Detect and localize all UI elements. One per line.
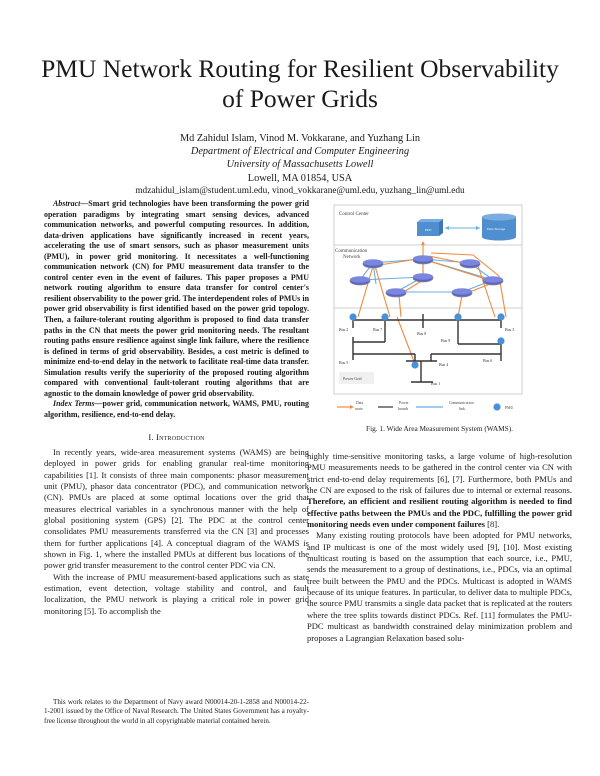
abstract bbox=[44, 199, 309, 399]
index-terms-dash: — bbox=[94, 399, 103, 409]
index-terms-text: power grid, communication network, WAMS, PMU, routing algorithm, resilience, end-to-end delay. bbox=[44, 399, 309, 419]
pdc-label: PDC bbox=[425, 228, 432, 232]
bus-9-label: Bus 9 bbox=[441, 338, 451, 343]
abstract-text: Smart grid technologies have been transforming the power grid operation paradigms by integrating smart sensing devices, advanced communication networks, and powerful computing resources. In addition, data-driven applications have significantly increased in recent years, accelerating the use of smart sensors, such as phasor measurement units (PMU), in power grid monitoring. It necessitates a well-functioning communication network (CN) for PMU measurement data transfer to the control center even in the event of failures. This paper proposes a PMU network routing algorithm to ensure data transfer for control center's resilient observability to the power grid. The interdependent roles of PMUs in power grid observability is first identified based on the power grid topology. Then, a failure-tolerant routing algorithm is proposed to find data transfer paths in the CN that meets the power grid monitoring needs. The resultant routing paths ensure resilience against single link failure, where the resilience is defined in terms of grid observability. Besides, a cost metric is defined to minimize end-to-end delay in the network to facilitate real-time data transfer. Simulation results verify the superiority of the proposed routing algorithm compared with conventional fault-tolerant routing algorithms that are agnostic to the domain knowledge of power grid observability. bbox=[44, 199, 309, 398]
legend-data-route-1: Data bbox=[356, 401, 364, 405]
router-icon bbox=[460, 259, 480, 268]
bus-6-label: Bus 6 bbox=[483, 358, 493, 363]
intro-paragraph-2-continued bbox=[307, 451, 572, 530]
router-icon bbox=[386, 288, 406, 297]
author-names: Md Zahidul Islam, Vinod M. Vokkarane, and Yuzhang Lin bbox=[179, 133, 421, 144]
department: Department of Electrical and Computer Engineering bbox=[190, 146, 410, 158]
router-icon bbox=[413, 273, 433, 282]
legend-power-branch-1: Power bbox=[399, 401, 409, 405]
abstract-lead: Abstract bbox=[53, 199, 81, 208]
legend-comm-link-1: Communication bbox=[449, 401, 474, 405]
power-grid-label: Power Grid bbox=[343, 376, 362, 381]
pmu-icon bbox=[497, 337, 504, 344]
right-column bbox=[307, 451, 572, 644]
title-line-1: PMU Network Routing for Resilient Observability bbox=[41, 54, 559, 83]
para2-end-text: [8]. bbox=[485, 519, 500, 530]
author-block bbox=[0, 132, 600, 198]
bus-3-label: Bus 3 bbox=[505, 327, 515, 332]
intro-paragraph-2: With the increase of PMU measurement-based applications such as state estimation, event detection, voltage stability and control, and fault localization, the PMU network is playing a critical role in power grid monitoring [5]. To accomplish the bbox=[44, 571, 309, 616]
bus-7-label: Bus 7 bbox=[373, 327, 383, 332]
bus-8-label: Bus 8 bbox=[417, 331, 427, 336]
pmu-icon bbox=[497, 313, 504, 320]
pmu-icon bbox=[349, 313, 356, 320]
para2-bold-text: Therefore, an efficient and resilient routing algorithm is needed to find effective paths between the PMUs and the PDC, fulfilling the power grid monitoring needs even under component failures bbox=[307, 496, 572, 530]
address: Lowell, MA 01854, USA bbox=[247, 172, 353, 184]
pmu-icon bbox=[411, 361, 418, 368]
network-label-2: Network bbox=[343, 255, 361, 260]
legend-data-route-2: route bbox=[355, 407, 363, 411]
section-heading-introduction bbox=[44, 432, 309, 443]
router-icon bbox=[363, 259, 383, 268]
university: University of Massachusetts Lowell bbox=[226, 159, 374, 171]
section-title: Introduction bbox=[156, 432, 205, 443]
router-icon bbox=[350, 276, 370, 285]
bus-4-label: Bus 4 bbox=[439, 362, 449, 367]
figure-legend bbox=[337, 401, 513, 411]
para2-continued-text: highly time-sensitive monitoring tasks, a large volume of high-resolution PMU measurements needs to be gathered in the control center via CN with strict end-to-end delay requirements [6], [7]. Furthermore, both PMUs and the CN are exposed to the risk of failures due to internal or external reasons. bbox=[307, 451, 572, 496]
figure-wams-diagram bbox=[333, 204, 529, 416]
abstract-dash: — bbox=[80, 199, 89, 208]
section-number: I. bbox=[148, 432, 157, 443]
intro-paragraph-3: Many existing routing protocols have been adopted for PMU networks, and IP multicast is one of the most widely used [9], [10]. Most existing multicast routing is based on the assumption that each source, i.e., PMU, sends the measurement to a group of destinations, i.e., PDCs, via an optimal tree built between the PMU and the PDCs. Multicast is adopted in WAMS because of its unique features. In particular, to deliver data to multiple PDCs, the source PMU transmits a single data packet that is replicated at the routers where the tree splits towards distinct PDCs. Ref. [11] formulates the PMU-PDC multicast as bandwidth constrained delay minimization problem and proposes a Lagrangian Relaxation based solu- bbox=[307, 530, 572, 643]
router-icon bbox=[413, 255, 433, 264]
title-line-2: of Power Grids bbox=[222, 84, 378, 113]
storage-label: Data Storage bbox=[487, 227, 506, 231]
bus-2-label: Bus 2 bbox=[339, 327, 349, 332]
control-center-label: Control Center bbox=[339, 212, 369, 217]
router-icon bbox=[452, 288, 472, 297]
paper-title bbox=[0, 54, 600, 114]
router-icon bbox=[483, 276, 503, 285]
funding-footnote: This work relates to the Department of Navy award N00014-20-1-2858 and N00014-22-1-2001 issued by the Office of Naval Research. The United States Government has a royalty-free license throughout the world in all copyrightable material contained herein. bbox=[44, 698, 309, 725]
left-column bbox=[44, 199, 309, 617]
bus-5-label: Bus 5 bbox=[339, 360, 349, 365]
legend-comm-link-2: link bbox=[459, 407, 465, 411]
pmu-icon bbox=[381, 313, 388, 320]
bus-1-label: Bus 1 bbox=[431, 381, 441, 386]
pmu-legend-icon bbox=[493, 403, 500, 410]
network-label-1: Communication bbox=[335, 249, 368, 254]
index-terms-lead: Index Terms bbox=[53, 399, 95, 409]
intro-paragraph-1: In recently years, wide-area measurement systems (WAMS) are being deployed in power grids for enabling granular real-time monitoring capabilities [1]. It consists of three main components: phasor measurement unit (PMU), phasor data concentrator (PDC), and communication network (CN). PMUs are placed at some optimal locations over the grid that measures electrical variables in a synchronous manner with the help of global positioning system (GPS) [2]. The PDC at the control center consolidates PMU measurements transferred via the CN [3] and processes them for further applications [4]. A conceptual diagram of the WAMS is shown in Fig. 1, where the installed PMUs at different bus locations of the power grid transfer measurement to the control center PDC via CN. bbox=[44, 446, 309, 571]
figure-caption: Fig. 1. Wide Area Measurement System (WAMS). bbox=[366, 424, 513, 433]
index-terms bbox=[44, 399, 309, 420]
author-emails: mdzahidul_islam@student.uml.edu, vinod_vokkarane@uml.edu, yuzhang_lin@uml.edu bbox=[135, 185, 465, 196]
legend-pmu: PMU bbox=[505, 406, 514, 410]
pmu-icon bbox=[454, 313, 461, 320]
legend-power-branch-2: branch bbox=[398, 407, 409, 411]
